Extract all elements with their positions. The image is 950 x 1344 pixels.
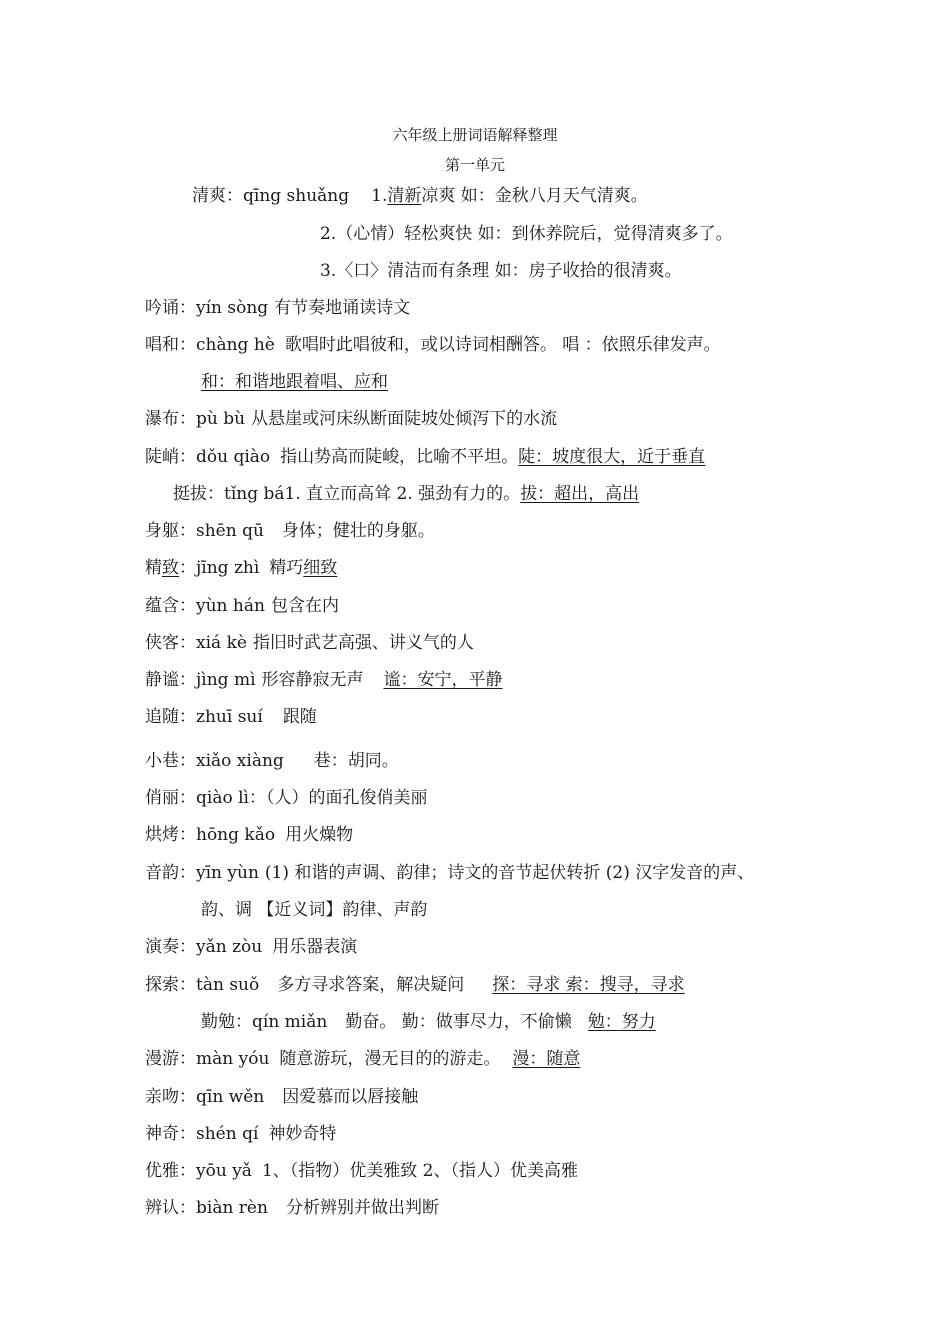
entry-pinyin: yōu yǎ (196, 1161, 252, 1181)
entry-line (192, 185, 648, 207)
entry-line (320, 260, 682, 282)
entry-definition: 精巧 (269, 558, 304, 578)
entry-line (145, 595, 339, 617)
entry-line (145, 1123, 336, 1145)
entry-definition: 有节奏地诵读诗文 (274, 298, 411, 318)
entry-underlined-text: 清新 (387, 186, 422, 206)
entry-pinyin: qīn wěn (196, 1087, 265, 1107)
entry-definition: 用乐器表演 (272, 937, 358, 957)
entry-definition: 神妙奇特 (268, 1124, 337, 1144)
entry-line (145, 669, 503, 691)
entry-head: 辨认： (145, 1198, 196, 1218)
entry-head: 蕴含： (145, 596, 196, 616)
entry-head: 追随： (145, 707, 196, 727)
entry-line (320, 223, 733, 245)
entry-underlined-text: 细致 (303, 558, 338, 578)
entry-definition: 因爱慕而以唇接触 (282, 1087, 419, 1107)
entry-line (145, 408, 557, 430)
entry-pinyin: yùn hán (196, 596, 265, 616)
entry-head: 瀑布： (145, 409, 196, 429)
entry-definition: 身体；健壮的身躯。 (281, 521, 435, 541)
entry-definition: 凉爽 如：金秋八月天气清爽。 (421, 186, 648, 206)
entry-head: 烘烤： (145, 825, 196, 845)
entry-pinyin: xiǎo xiàng (196, 751, 284, 771)
entry-line (145, 334, 721, 356)
entry-definition: 指旧时武艺高强、讲义气的人 (252, 633, 474, 653)
entry-line (201, 1011, 656, 1033)
entry-line (145, 1086, 418, 1108)
entry-pinyin: yīn yùn (196, 863, 259, 883)
entry-underlined-text: 陡：坡度很大，近于垂直 (518, 447, 706, 467)
entry-pinyin: yín sòng (196, 298, 269, 318)
entry-pinyin: tàn suǒ (196, 975, 260, 995)
entry-pinyin: yǎn zòu (196, 937, 263, 957)
entry-pinyin: hōng kǎo (196, 825, 276, 845)
entry-definition: 随意游玩，漫无目的的游走。 (279, 1049, 501, 1069)
entry-definition: 3.〈口〉清洁而有条理 如：房子收拾的很清爽。 (320, 261, 682, 281)
entry-pinyin: qiào lì (196, 788, 249, 808)
entry-underlined-text: 谧：安宁，平静 (383, 670, 503, 690)
entry-definition: 1. 直立而高耸 2. 强劲有力的。 (284, 484, 521, 504)
entry-definition: 多方寻求答案，解决疑问 (277, 975, 465, 995)
entry-head: 唱和： (145, 335, 196, 355)
entry-line (145, 824, 353, 846)
entry-definition: 从悬崖或河床纵断面陡坡处倾泻下的水流 (251, 409, 558, 429)
entry-line (145, 446, 705, 468)
entry-head: 清爽： (192, 186, 243, 206)
entry-head: 勤勉： (201, 1012, 252, 1032)
entry-line (145, 936, 357, 958)
entry-line (145, 706, 317, 728)
entry-head: 侠客： (145, 633, 196, 653)
entry-head: 优雅： (145, 1161, 196, 1181)
entry-definition: 韵、调 【近义词】韵律、声韵 (201, 900, 428, 920)
entry-pinyin: xiá kè (196, 633, 247, 653)
entry-head: 挺拔： (173, 484, 224, 504)
entry-line (145, 520, 435, 542)
entry-pinyin: pù bù (196, 409, 246, 429)
entry-head: 精 (145, 558, 162, 578)
entry-pinyin: jīng zhì (196, 558, 260, 578)
entry-head: 探索： (145, 975, 196, 995)
entry-pinyin: qín miǎn (252, 1012, 328, 1032)
entry-head: 俏丽： (145, 788, 196, 808)
entry-head: 身躯： (145, 521, 196, 541)
entry-head: 亲吻： (145, 1087, 196, 1107)
entry-pinyin: tǐng bá (224, 484, 285, 504)
entry-pinyin: dǒu qiào (196, 447, 271, 467)
entry-definition: 1、（指物）优美雅致 2、（指人）优美高雅 (261, 1161, 578, 1181)
entry-underlined-text: 探：寻求 索：搜寻，寻求 (492, 975, 685, 995)
entry-underlined-text: 拔：超出，高出 (520, 484, 640, 504)
entry-head: 音韵： (145, 863, 196, 883)
entry-underlined-text: 漫：随意 (512, 1049, 581, 1069)
entry-head: 小巷： (145, 751, 196, 771)
entry-line (145, 1048, 580, 1070)
entry-head-colon: ： (179, 558, 196, 578)
entry-definition: 分析辨别并做出判断 (285, 1198, 439, 1218)
entry-pinyin: qīng shuǎng (243, 186, 350, 206)
entry-head: 神奇： (145, 1124, 196, 1144)
entry-definition: 形容静寂无声 (261, 670, 364, 690)
entry-pinyin: shēn qū (196, 521, 264, 541)
entry-definition: 用火燥物 (285, 825, 354, 845)
entry-head: 吟诵： (145, 298, 196, 318)
entry-line (145, 632, 474, 654)
unit-title: 第一单元 (444, 156, 505, 174)
entry-definition: 2.（心情）轻松爽快 如：到休养院后，觉得清爽多了。 (320, 224, 733, 244)
entry-line (145, 1160, 578, 1182)
entry-pinyin: chàng hè (196, 335, 275, 355)
entry-definition: 包含在内 (270, 596, 339, 616)
entry-underlined-text: 和：和谐地跟着唱、应和 (201, 372, 388, 392)
entry-line (145, 862, 754, 884)
entry-head: 静谧： (145, 670, 196, 690)
entry-line (201, 899, 427, 921)
entry-definition: 巷：胡同。 (313, 751, 399, 771)
entry-line (173, 483, 639, 505)
entry-line (145, 1197, 439, 1219)
entry-pinyin: jìng mì (196, 670, 256, 690)
entry-underlined-text: 勉：努力 (587, 1012, 656, 1032)
entry-line (145, 974, 685, 996)
entry-definition: 歌唱时此唱彼和，或以诗词相酬答。 唱 ：依照乐律发声。 (284, 335, 721, 355)
entry-definition: 跟随 (282, 707, 317, 727)
entry-number: 1. (371, 186, 388, 206)
entry-line (145, 750, 399, 772)
document-title: 六年级上册词语解释整理 (392, 126, 558, 144)
entry-definition: 勤奋。 勤：做事尽力，不偷懒 (345, 1012, 572, 1032)
entry-pinyin: màn yóu (196, 1049, 270, 1069)
entry-pinyin: shén qí (196, 1124, 259, 1144)
entry-head-underlined: 致 (162, 558, 179, 578)
entry-line (201, 371, 388, 393)
entry-definition: 指山势高而陡峻，比喻不平坦。 (280, 447, 519, 467)
entry-pinyin: zhuī suí (196, 707, 263, 727)
entry-line (145, 297, 410, 319)
entry-head: 漫游： (145, 1049, 196, 1069)
entry-line (145, 787, 427, 809)
entry-definition: (1) 和谐的声调、韵律；诗文的音节起伏转折 (2) 汉字发音的声、 (264, 863, 755, 883)
entry-line (145, 557, 337, 579)
entry-head: 陡峭： (145, 447, 196, 467)
entry-pinyin: biàn rèn (196, 1198, 268, 1218)
entry-definition: ：（人）的面孔俊俏美丽 (248, 788, 428, 808)
entry-head: 演奏： (145, 937, 196, 957)
